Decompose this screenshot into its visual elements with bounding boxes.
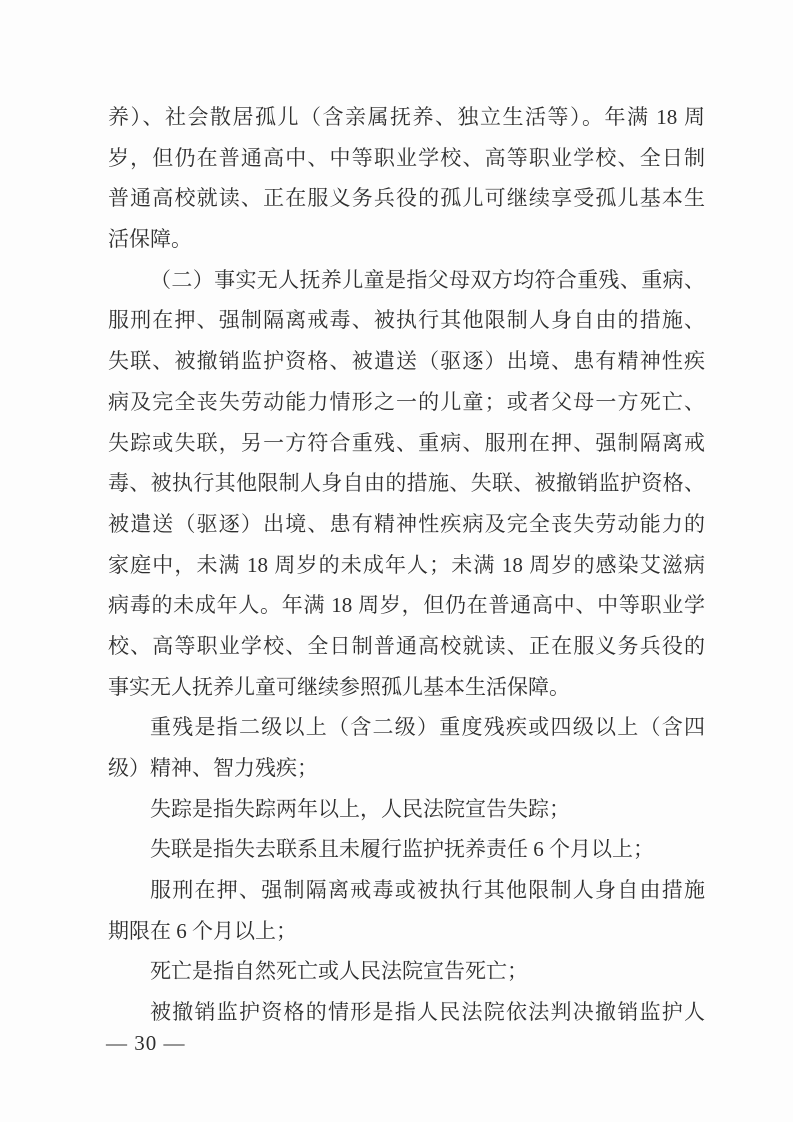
text-line: 失踪或失联，另一方符合重残、重病、服刑在押、强制隔离戒 xyxy=(108,430,705,455)
page-footer xyxy=(106,1030,186,1056)
text-line: （二）事实无人抚养儿童是指父母双方均符合重残、重病、 xyxy=(150,267,705,292)
text-line: 岁，但仍在普通高中、中等职业学校、高等职业学校、全日制 xyxy=(108,145,705,170)
text-line: 普通高校就读、正在服义务兵役的孤儿可继续享受孤儿基本生 xyxy=(108,186,705,211)
text-line: 被遣送（驱逐）出境、患有精神性疾病及完全丧失劳动能力的 xyxy=(108,511,705,536)
text-line: 服刑在押、强制隔离戒毒或被执行其他限制人身自由措施 xyxy=(150,878,705,903)
text-line: 重残是指二级以上（含二级）重度残疾或四级以上（含四 xyxy=(150,715,705,740)
text-line: 期限在 6 个月以上； xyxy=(108,918,297,943)
page-number: — 30 — xyxy=(106,1031,186,1055)
text-line: 校、高等职业学校、全日制普通高校就读、正在服义务兵役的 xyxy=(108,633,705,658)
text-line: 养）、社会散居孤儿（含亲属抚养、独立生活等）。年满 18 周 xyxy=(108,105,705,129)
text-line: 被撤销监护资格的情形是指人民法院依法判决撤销监护人 xyxy=(150,1000,705,1025)
text-line: 死亡是指自然死亡或人民法院宣告死亡； xyxy=(150,959,528,984)
text-line: 失联、被撤销监护资格、被遣送（驱逐）出境、患有精神性疾 xyxy=(108,349,705,374)
text-line: 病及完全丧失劳动能力情形之一的儿童；或者父母一方死亡、 xyxy=(108,389,705,414)
text-line: 事实无人抚养儿童可继续参照孤儿基本生活保障。 xyxy=(108,674,570,699)
text-line: 失踪是指失踪两年以上，人民法院宣告失踪； xyxy=(150,796,570,821)
text-line: 家庭中，未满 18 周岁的未成年人；未满 18 周岁的感染艾滋病 xyxy=(108,552,705,577)
text-line: 病毒的未成年人。年满 18 周岁，但仍在普通高中、中等职业学 xyxy=(108,593,705,618)
text-line: 活保障。 xyxy=(108,227,192,252)
text-line: 毒、被执行其他限制人身自由的措施、失联、被撤销监护资格、 xyxy=(108,471,705,496)
text-line: 级）精神、智力残疾； xyxy=(108,756,318,780)
text-line: 失联是指失去联系且未履行监护抚养责任 6 个月以上； xyxy=(150,837,654,862)
document-body xyxy=(108,97,705,1033)
text-line: 服刑在押、强制隔离戒毒、被执行其他限制人身自由的措施、 xyxy=(108,308,705,333)
